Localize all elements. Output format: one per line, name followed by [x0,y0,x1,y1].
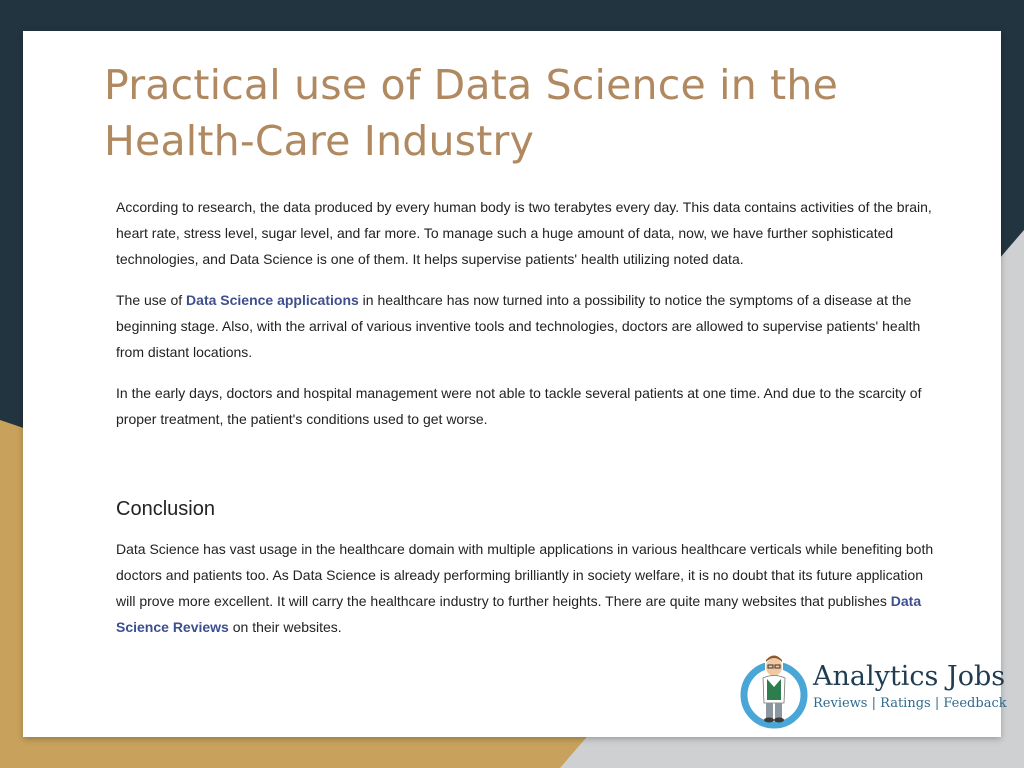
logo-shoe-right [774,718,784,723]
paragraph-text: on their websites. [228,619,342,635]
logo-person-icon [739,645,811,731]
logo-leg-left [766,703,773,719]
logo-leg-right [775,703,782,719]
analytics-jobs-logo [739,645,1007,731]
slide-title: Practical use of Data Science in the Health-Care Industry [104,61,839,165]
data-science-reviews-link[interactable]: Data Science Reviews [116,593,922,635]
slide-card [23,31,1007,737]
paragraph-text: in healthcare has now turned into a possibility to notice the symptoms of a disease at the beginning stage. Also, with the arrival of various inventive tools and technologies, doctors are allowed to supervise patients' health from distant locations. [116,292,921,360]
slide-body [116,194,946,447]
data-science-applications-link[interactable]: Data Science applications [186,292,359,308]
conclusion-heading: Conclusion [116,498,215,520]
logo-tagline: Reviews | Ratings | Feedback [813,696,1007,711]
logo-name: Analytics Jobs [813,661,1006,692]
paragraph-text: The use of [116,292,187,308]
logo-shoe-left [764,718,774,723]
paragraph-early-days: In the early days, doctors and hospital management were not able to tackle several patients at one time. And due to the scarcity of proper treatment, the patient's conditions used to get worse. [116,385,922,427]
conclusion-paragraph [116,536,946,640]
paragraph-text: Data Science has vast usage in the healthcare domain with multiple applications in various healthcare verticals while benefiting both doctors and patients too. As Data Science is already performing brilliantly in society welfare, it is no doubt that its future application will prove more excellent. It will carry the healthcare industry to further heights. There are quite many websites that publishes [116,541,934,609]
paragraph-research: According to research, the data produced by every human body is two terabytes every day. This data contains activities of the brain, heart rate, stress level, sugar level, and far more. To manage such a huge amount of data, now, we have further sophisticated technologies, and Data Science is one of them. It helps supervise patients' health utilizing noted data. [116,199,932,267]
paragraph-applications [116,287,946,365]
